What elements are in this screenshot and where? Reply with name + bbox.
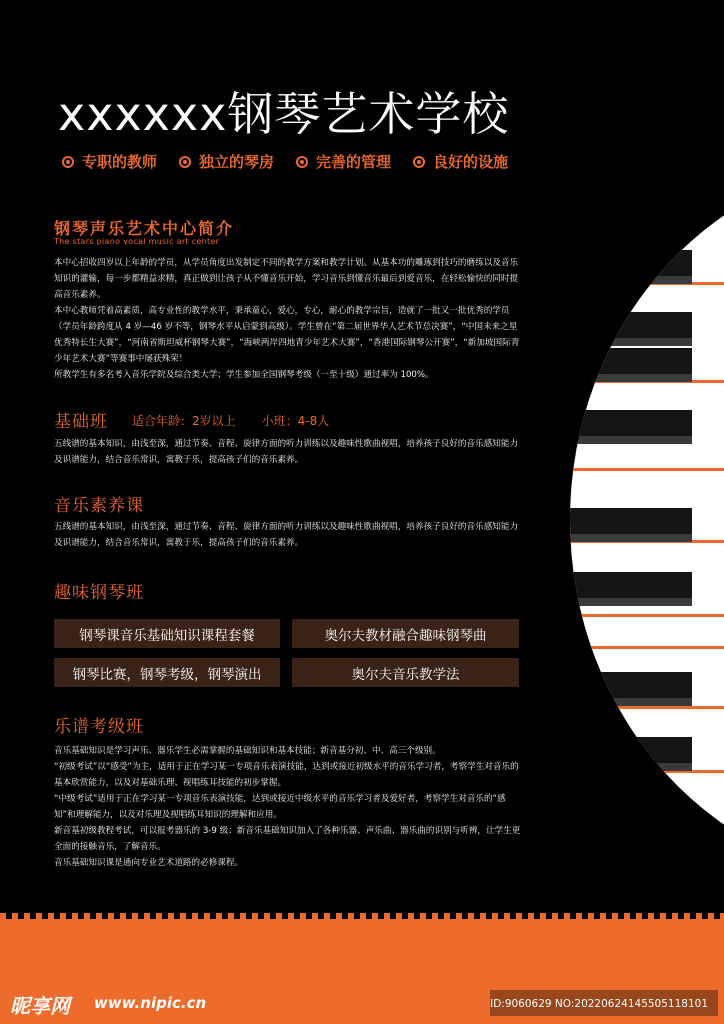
basic-class-heading: 基础班 [54, 412, 108, 432]
fun-piano-heading: 趣味钢琴班 [54, 583, 144, 603]
bullet-ring-icon [413, 156, 425, 168]
bullet-ring-icon [62, 156, 74, 168]
exam-paragraph: 音乐基础知识是学习声乐、器乐学生必需掌握的基础知识和基本技能；新音基分初、中、高三个级别。 [54, 746, 441, 756]
exam-paragraph: 新音基初级教程考试，可以报考器乐的 3-9 级；新音乐基础知识加入了各种乐器、声乐曲、器乐曲的识别与听辨，让学生更全面的接触音乐，了解音乐。 [54, 826, 521, 852]
piano-key-divider [560, 706, 724, 709]
piano-black-key-shade [560, 436, 692, 444]
watermark-id: ID:9060629 NO:20220624145505118101 [490, 998, 708, 1010]
intro-text [54, 255, 522, 383]
piano-black-key-shade [560, 598, 692, 606]
feature-item [296, 151, 391, 172]
class-size: 小班：4-8人 [261, 414, 330, 428]
feature-item [62, 151, 157, 172]
exam-class-heading: 乐谱考级班 [54, 717, 144, 737]
piano-black-key-shade [560, 338, 692, 346]
exam-paragraph: “初级考试”以“感受”为主，适用于正在学习某一专项音乐表演技能，达到或接近初级水平的音乐学习者，考察学生对音乐的基本欣赏能力，以及对基础乐理、视唱练耳技能的初步掌握。 [54, 762, 519, 788]
intro-heading: 钢琴声乐艺术中心简介 [54, 219, 235, 238]
feature-list [62, 151, 508, 172]
exam-class-text [54, 743, 522, 871]
page-title: xxxxxx钢琴艺术学校 [58, 87, 510, 141]
music-literacy-heading: 音乐素养课 [54, 496, 144, 516]
piano-key-divider [560, 282, 724, 285]
piano-key-divider [560, 770, 724, 773]
basic-class-info [132, 412, 329, 429]
course-tag: 奥尔夫教材融合趣味钢琴曲 [292, 619, 519, 648]
feature-label: 独立的琴房 [199, 153, 275, 171]
basic-class-paragraph: 五线谱的基本知识，由浅至深，通过节奏、音程、旋律方面的听力训练以及趣味性歌曲视唱，培养孩子良好的音乐感知能力及识谱能力，结合音乐常识，寓教于乐，提高孩子们的音乐素养。 [54, 439, 519, 465]
music-literacy-text [54, 519, 522, 551]
piano-black-key-shade [560, 374, 692, 382]
exam-paragraph: “中级考试”适用于正在学习某一专项音乐表演技能，达到或接近中级水平的音乐学习者及爱好者，考察学生对音乐的“感知”和理解能力，以及对乐理及视唱练耳知识的理解和应用。 [54, 794, 506, 820]
feature-item [413, 151, 508, 172]
piano-black-key-shade [560, 698, 692, 706]
age-requirement: 适合年龄：2岁以上 [132, 414, 236, 428]
intro-subtitle: The stars piano vocal music art center [54, 237, 220, 246]
piano-black-key-shade [560, 763, 692, 771]
watermark-logo: 昵享网 [10, 994, 70, 1018]
bullet-ring-icon [179, 156, 191, 168]
feature-label: 完善的管理 [316, 153, 392, 171]
piano-key-divider [560, 646, 724, 649]
intro-paragraph: 所教学生有多名考入音乐学院及综合类大学；学生参加全国钢琴考级（一至十级）通过率为 100%。 [54, 370, 434, 380]
intro-paragraph: 本中心教师凭着高素质，高专业性的教学水平，秉承童心，爱心，专心，耐心的教学宗旨，造就了一批又一批优秀的学员（学员年龄跨度从 4 岁—46 岁不等，钢琴水平从启蒙到高级）。学生曾在“第二届世界华人艺术节总决赛”，“中国未来之星优秀特长生大赛”，“河南省斯坦威杯钢琴大赛”，“海峡两岸四地青少年艺术大赛”，“香港国际钢琴公开赛”，“新加坡国际青少年艺术大赛”等赛事中屡获殊荣！ [54, 306, 520, 364]
course-tag: 钢琴比赛，钢琴考级，钢琴演出 [54, 658, 280, 687]
watermark-url: www.nipic.cn [94, 994, 207, 1012]
feature-label: 专职的教师 [82, 153, 158, 171]
piano-black-key-shade [560, 276, 692, 284]
piano-black-key-shade [560, 534, 692, 542]
exam-paragraph: 音乐基础知识课是通向专业艺术道路的必修课程。 [54, 858, 244, 868]
feature-item [179, 151, 274, 172]
piano-key-divider [560, 468, 724, 471]
piano-key-divider [560, 614, 724, 617]
music-literacy-paragraph: 五线谱的基本知识，由浅至深，通过节奏、音程、旋律方面的听力训练以及趣味性歌曲视唱，培养孩子良好的音乐感知能力及识谱能力，结合音乐常识，寓教于乐，提高孩子们的音乐素养。 [54, 522, 519, 548]
intro-paragraph: 本中心招收四岁以上年龄的学员，从学员角度出发制定不同的教学方案和教学计划。从基本功的雕琢到技巧的磨练以及音乐知识的灌输，每一步都精益求精，真正做到让孩子从不懂音乐开始，学习音乐到懂音乐最后到爱音乐，在轻松愉快的同时提高音乐素养。 [54, 258, 519, 300]
course-tag: 钢琴课音乐基础知识课程套餐 [54, 619, 280, 648]
course-tag: 奥尔夫音乐教学法 [292, 658, 519, 687]
feature-label: 良好的设施 [433, 153, 509, 171]
bullet-ring-icon [296, 156, 308, 168]
piano-keyboard [560, 190, 724, 830]
basic-class-text [54, 436, 522, 468]
